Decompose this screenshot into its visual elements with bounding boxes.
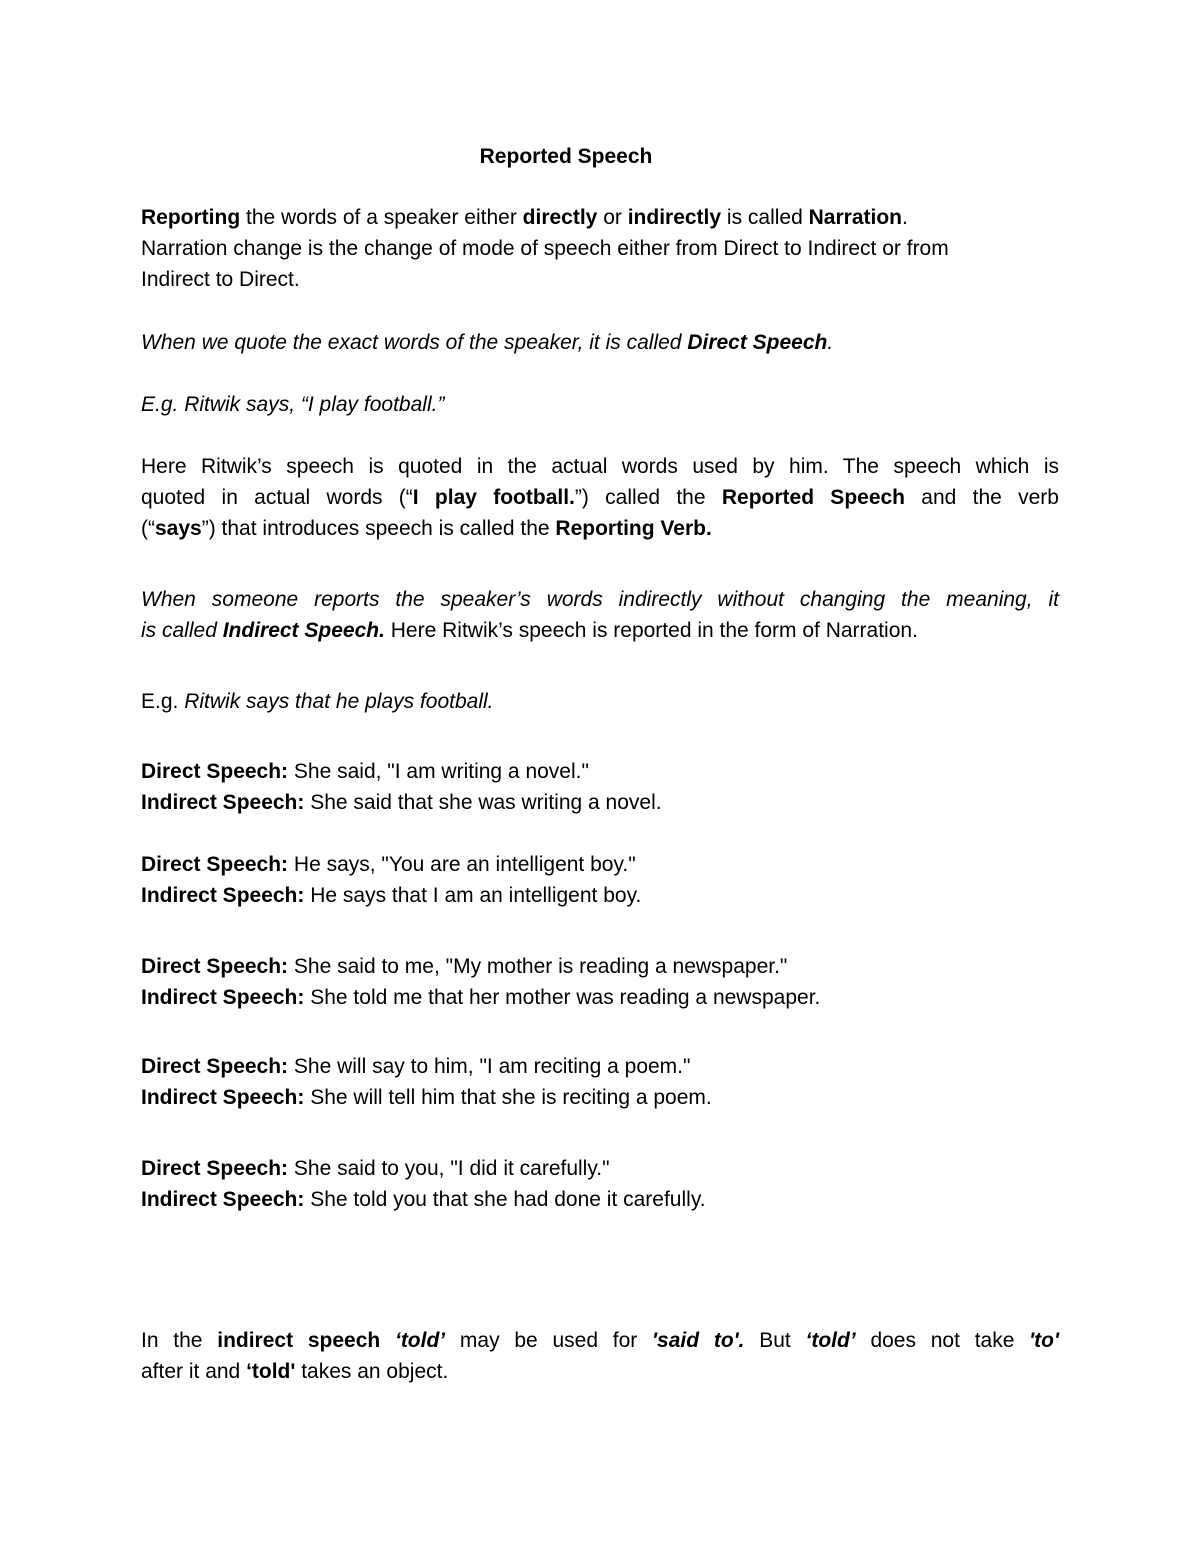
text: But (744, 1329, 806, 1352)
text: . (827, 331, 834, 354)
term-indirect-speech: Indirect Speech. (222, 619, 385, 642)
direct-label: Direct Speech: (141, 760, 289, 783)
term-directly: directly (522, 206, 598, 229)
line: E.g. Ritwik says, “I play football.” (141, 393, 445, 416)
i: 'said to'. (652, 1329, 745, 1352)
i: ‘told’ (394, 1329, 446, 1352)
text: She said that she was writing a novel. (304, 791, 662, 814)
line (141, 1356, 1059, 1387)
line (141, 1153, 1059, 1184)
term-indirectly: indirectly (627, 206, 722, 229)
text: She will say to him, "I am reciting a poem." (288, 1055, 691, 1078)
text: is called (141, 619, 223, 642)
direct-speech-definition (141, 327, 1059, 358)
text: (“ (141, 517, 155, 540)
example-pair-3 (141, 951, 1059, 1013)
explanation-paragraph (141, 451, 1059, 544)
term-says: says (155, 517, 202, 540)
text (380, 1329, 395, 1352)
indirect-label: Indirect Speech: (141, 884, 305, 907)
line (141, 513, 1059, 544)
page-title: Reported Speech (479, 145, 653, 168)
text: He says, "You are an intelligent boy." (288, 853, 636, 876)
text: She said to you, "I did it carefully." (288, 1157, 610, 1180)
text: She told me that her mother was reading a newspaper. (304, 986, 821, 1009)
text: after it and (141, 1360, 247, 1383)
line (141, 1325, 1059, 1356)
line (141, 951, 1059, 982)
example-pair-2 (141, 849, 1059, 911)
text: quoted in actual words (“ (141, 486, 413, 509)
direct-label: Direct Speech: (141, 955, 289, 978)
line (141, 482, 1059, 513)
line (141, 982, 1059, 1013)
indirect-speech-definition (141, 584, 1059, 646)
text: She said, "I am writing a novel." (288, 760, 589, 783)
text: She told you that she had done it carefully. (304, 1188, 706, 1211)
intro-line-2: Narration change is the change of mode of speech either from Direct to Indirect or from (141, 237, 949, 260)
text: the words of a speaker either (240, 206, 523, 229)
quoted-words: I play football. (412, 486, 575, 509)
indirect-label: Indirect Speech: (141, 1188, 305, 1211)
line (141, 686, 1059, 717)
text: takes an object. (295, 1360, 449, 1383)
intro-paragraph (141, 202, 1059, 295)
text: When we quote the exact words of the speaker, it is called (141, 331, 688, 354)
indirect-label: Indirect Speech: (141, 791, 305, 814)
line (141, 1051, 1059, 1082)
text: She will tell him that she is reciting a poem. (304, 1086, 712, 1109)
text: E.g. (141, 690, 185, 713)
line (141, 849, 1059, 880)
text: does not take (855, 1329, 1030, 1352)
term-reporting: Reporting (141, 206, 241, 229)
line (141, 880, 1059, 911)
text: is called (721, 206, 809, 229)
line (141, 1082, 1059, 1113)
term-reporting-verb: Reporting Verb. (555, 517, 712, 540)
line (141, 787, 1059, 818)
text: Ritwik says that he plays football. (184, 690, 494, 713)
line: Here Ritwik’s speech is quoted in the actual words used by him. The speech which is (141, 455, 1059, 478)
text: ”) that introduces speech is called the (201, 517, 556, 540)
text: or (597, 206, 628, 229)
i: ‘told’ (805, 1329, 856, 1352)
line: When someone reports the speaker’s words indirectly without changing the meaning, it (141, 588, 1059, 611)
i: 'to' (1029, 1329, 1059, 1352)
example-pair-4 (141, 1051, 1059, 1113)
text: may be used for (445, 1329, 653, 1352)
direct-label: Direct Speech: (141, 853, 289, 876)
indirect-label: Indirect Speech: (141, 1086, 305, 1109)
intro-line-3: Indirect to Direct. (141, 268, 300, 291)
direct-label: Direct Speech: (141, 1157, 289, 1180)
term-narration: Narration (808, 206, 902, 229)
text: and the verb (905, 486, 1059, 509)
text: She said to me, "My mother is reading a newspaper." (288, 955, 788, 978)
term-direct-speech: Direct Speech (687, 331, 828, 354)
line (141, 756, 1059, 787)
line (141, 1184, 1059, 1215)
term-reported-speech: Reported Speech (721, 486, 906, 509)
text: ”) called the (574, 486, 722, 509)
text: . (901, 206, 908, 229)
b: ‘told' (246, 1360, 296, 1383)
example-direct (141, 389, 1059, 420)
direct-label: Direct Speech: (141, 1055, 289, 1078)
intro-line-1 (141, 202, 1059, 233)
indirect-label: Indirect Speech: (141, 986, 305, 1009)
example-indirect (141, 686, 1059, 717)
line (141, 327, 1059, 358)
b: indirect speech (217, 1329, 381, 1352)
example-pair-1 (141, 756, 1059, 818)
text: He says that I am an intelligent boy. (304, 884, 642, 907)
line (141, 615, 1059, 646)
text: In the (141, 1329, 218, 1352)
text: Here Ritwik’s speech is reported in the form of Narration. (384, 619, 918, 642)
told-note-paragraph (141, 1325, 1059, 1387)
example-pair-5 (141, 1153, 1059, 1215)
